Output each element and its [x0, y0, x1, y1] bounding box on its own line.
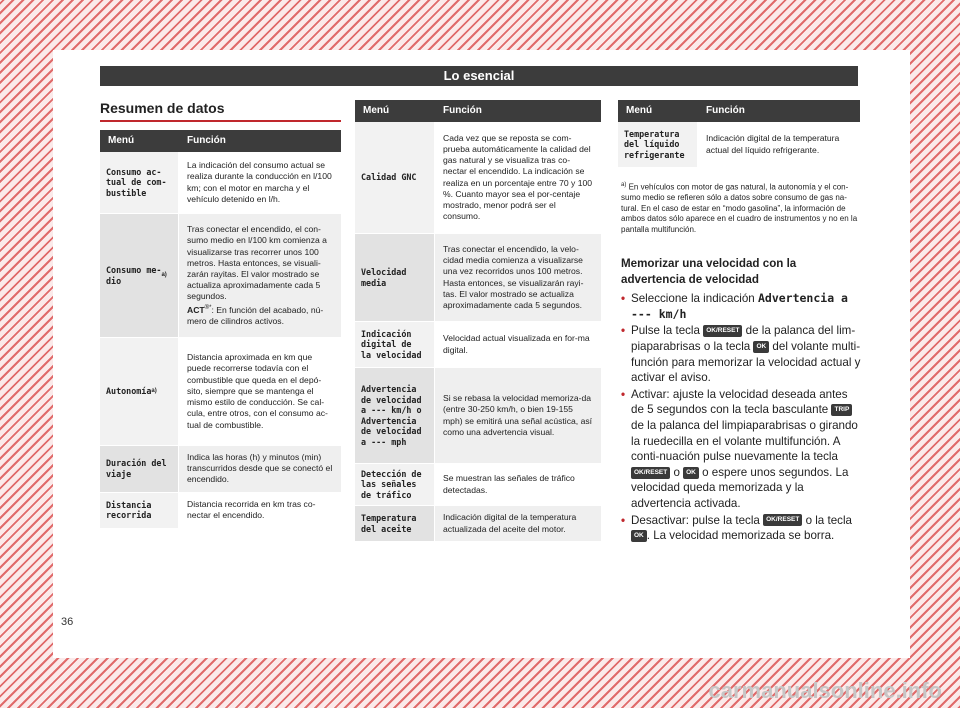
ok-key-icon: OK: [753, 341, 769, 353]
function-cell-content: [443, 473, 593, 495]
function-cell-content: [706, 133, 852, 155]
table-body: [618, 122, 860, 168]
ok-key-icon: OK: [631, 530, 647, 542]
function-cell-content: [187, 160, 333, 205]
menu-label: Advertencia de velocidad a --- km/h o Advertencia de velocidad a --- mph: [361, 384, 422, 447]
footnote-text: En vehículos con motor de gas natural, la autonomía y el con-sumo medio se refieren sólo a datos sobre consumo de gas na-tural. En el caso de estar en “modo gasolina”, la información de ambos datos sólo aparece en el cuadro de instrumentos y no en la pantalla multifunción.: [621, 182, 858, 235]
function-cell: [179, 152, 341, 213]
display-option: Advertencia a --- km/h: [631, 291, 848, 321]
function-text: Distancia aproximada en km que puede recorrerse todavía con el combustible que queda en el depó-sito, siempre que se mantenga el mismo estilo de conducción. Se cal-cula, entre otros, con el consumo ac-tual de combustible.: [187, 352, 328, 430]
step-text: o la tecla: [802, 513, 852, 527]
table-row: [355, 368, 601, 464]
step-text: del volante multi-función para memorizar la velocidad actual y activar el aviso.: [631, 339, 861, 385]
menu-label: Temperatura del líquido refrigerante: [624, 128, 685, 160]
function-cell-content: [187, 499, 333, 521]
function-text: Se muestran las señales de tráfico detectadas.: [443, 473, 575, 495]
function-cell: [435, 322, 601, 367]
menu-column-header: Menú: [108, 135, 135, 146]
menu-label: Calidad GNC: [361, 172, 417, 183]
okreset-key-icon: OK/RESET: [631, 467, 670, 479]
table-row: [100, 338, 341, 446]
function-column-header: Función: [187, 135, 226, 146]
table-body: [100, 152, 341, 529]
function-cell: [435, 506, 601, 541]
function-text: Tras conectar el encendido, la velo-cidad media comienza a visualizarse una vez recorridos unos 100 metros. Hasta entonces, se visualizarán rayi-tas. El valor mostrado se actualiza aproximadamente cada 5 segundos.: [443, 243, 584, 310]
function-text: Tras conectar el encendido, el con-sumo medio en l/100 km comienza a visualizarse tras recorrer unos 100 metros. Hasta entonces, se visuali-zarán rayitas. El valor mostrado se actualiza aproximadamente cada 5 segundos.: [187, 224, 327, 302]
step-text: . La velocidad memorizada se borra.: [646, 529, 835, 543]
menu-cell: [355, 368, 435, 463]
step-activate: [621, 387, 861, 512]
table-header: [618, 100, 860, 122]
function-cell-content: [443, 512, 593, 534]
footnote-mark: a): [621, 182, 627, 188]
menu-cell: [100, 338, 179, 445]
function-cell-content: [187, 352, 333, 430]
page-number: 36: [61, 616, 74, 628]
step-text: o espere unos segundos. La velocidad queda memorizada y la advertencia activada.: [631, 465, 849, 510]
menu-label: Distancia recorrida: [106, 499, 152, 521]
step-select: [621, 291, 861, 322]
menu-cell: [100, 152, 179, 213]
function-cell: [435, 464, 601, 505]
menu-cell: [100, 493, 179, 528]
act-label: ACT: [187, 304, 205, 315]
table-row: [355, 506, 601, 542]
data-table-2: [355, 100, 601, 542]
table-row: [355, 122, 601, 234]
data-table-3: [618, 100, 860, 168]
menu-cell: [355, 322, 435, 367]
function-text: Cada vez que se reposta se com-prueba automáticamente la calidad del gas natural y se visualiza tras co-nectar el encendido. La indicación se realiza en un porcentaje entre 70 y 100 %. Cuanto mayor sea el por-centaje mostrado, menor podrá ser el consumo.: [443, 132, 593, 222]
trip-key-icon: TRIP: [831, 404, 852, 416]
function-extra-text: : En función del acabado, nú-mero de cilindros activos.: [187, 304, 324, 326]
function-column-header: Función: [443, 105, 482, 116]
menu-label: Duración del viaje: [106, 458, 167, 479]
step-text: Seleccione la indicación: [631, 292, 758, 306]
page: [53, 50, 910, 658]
act-sup: ®*: [204, 304, 212, 311]
function-cell: [435, 234, 601, 321]
function-cell-content: [443, 333, 593, 355]
function-cell: [435, 368, 601, 463]
table-row: [355, 464, 601, 506]
menu-cell: [355, 464, 435, 505]
function-cell: [179, 493, 341, 528]
menu-label: Consumo ac- tual de com- bustible: [106, 166, 167, 198]
menu-cell: [355, 122, 435, 233]
menu-label: Autonomía: [106, 386, 152, 397]
function-text: Velocidad actual visualizada en for-ma digital.: [443, 333, 590, 355]
table-row: [355, 234, 601, 322]
function-text: La indicación del consumo actual se realiza durante la conducción en l/100 km; con el motor en marcha y el vehículo detenido en l/h.: [187, 160, 332, 204]
step-text: de la palanca del lim-piaparabrisas o la tecla: [631, 324, 856, 353]
menu-label: Temperatura del aceite: [361, 513, 417, 534]
menu-cell: [355, 506, 435, 541]
menu-label: Indicación digital de la velocidad: [361, 328, 422, 360]
footnote-ref: a): [161, 272, 167, 279]
function-cell: [179, 338, 341, 445]
step-deactivate: [621, 513, 861, 544]
function-cell-content: [443, 244, 593, 311]
okreset-key-icon: OK/RESET: [763, 514, 802, 526]
data-table-1: [100, 130, 341, 529]
table-body: [355, 122, 601, 542]
table-header: [100, 130, 341, 152]
menu-cell: [100, 446, 179, 492]
watermark: carmanualsonline.info: [708, 678, 942, 703]
function-cell: [179, 446, 341, 492]
function-cell-content: [187, 224, 333, 327]
table-header: [355, 100, 601, 122]
function-cell-content: [187, 452, 333, 486]
footnote-ref: a): [151, 388, 157, 395]
menu-column-header: Menú: [626, 105, 653, 116]
function-text: Si se rebasa la velocidad memoriza-da (entre 30-250 km/h, o bien 19-155 mph) se emitirá una señal acústica, así como una advertencia visual.: [443, 393, 593, 437]
step-text: Pulse la tecla: [631, 324, 704, 338]
header-title: Lo esencial: [100, 66, 858, 86]
function-cell-content: [443, 133, 593, 223]
menu-cell: [618, 122, 698, 167]
table-row: [100, 446, 341, 493]
step-text: Activar: ajuste la velocidad deseada antes de 5 segundos con la tecla basculante: [631, 387, 848, 417]
okreset-key-icon: OK/RESET: [703, 325, 742, 337]
function-text: Indica las horas (h) y minutos (min) transcurridos desde que se conectó el encendido.: [187, 452, 333, 485]
section-title: Resumen de datos: [100, 100, 341, 122]
table-row: [100, 214, 341, 338]
menu-label: Velocidad media: [361, 267, 407, 288]
table-row: [100, 152, 341, 214]
menu-label: Consumo me- dio: [106, 265, 162, 286]
function-cell: [179, 214, 341, 337]
table-row: [618, 122, 860, 168]
function-cell-content: [443, 393, 593, 438]
table-row: [100, 493, 341, 529]
function-text: Distancia recorrida en km tras co-nectar el encendido.: [187, 498, 316, 521]
speed-warning-section: [621, 256, 861, 545]
section-heading: Memorizar una velocidad con la advertencia de velocidad: [621, 257, 797, 286]
menu-column-header: Menú: [363, 105, 390, 116]
step-text: de la palanca del limpiaparabrisas o girando la ruedecilla en el volante multifunción. A conti-nuación pulse nuevamente la tecla: [631, 418, 858, 464]
table-row: [355, 322, 601, 368]
function-column-header: Función: [706, 105, 745, 116]
function-text: Indicación digital de la temperatura actual del líquido refrigerante.: [706, 133, 840, 155]
menu-cell: [355, 234, 435, 321]
ok-key-icon: OK: [683, 467, 699, 479]
step-text: Desactivar: pulse la tecla: [631, 513, 764, 527]
menu-cell: [100, 214, 179, 337]
function-text: Indicación digital de la temperatura actualizada del aceite del motor.: [443, 512, 577, 534]
footnote: [621, 180, 861, 236]
step-memorize: [621, 323, 861, 385]
function-cell: [435, 122, 601, 233]
step-text: o: [670, 465, 684, 479]
function-cell: [698, 122, 860, 167]
menu-label: Detección de las señales de tráfico: [361, 468, 422, 500]
